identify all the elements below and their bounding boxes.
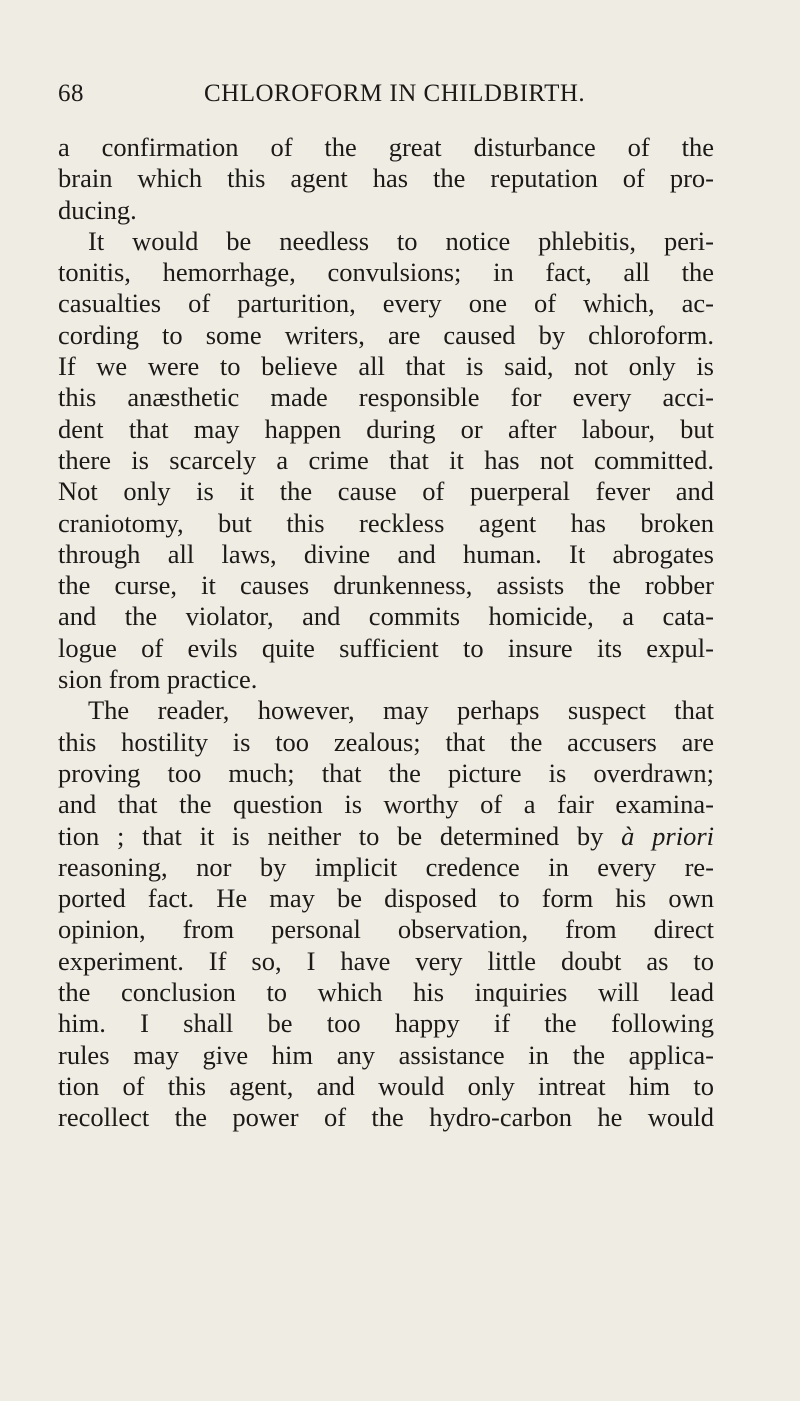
text-line-content: this hostility is too zealous; that the accusers are — [58, 726, 714, 757]
text-line — [58, 195, 714, 226]
text-line — [58, 382, 714, 413]
text-line-content: recollect the power of the hydro-carbon he would — [58, 1102, 714, 1133]
text-line-content: experiment. If so, I have very little doubt as to — [58, 945, 714, 976]
text-line — [58, 946, 714, 977]
text-line — [58, 445, 714, 476]
text-line — [58, 601, 714, 632]
text-line-content: proving too much; that the picture is overdrawn; — [58, 757, 714, 788]
text-line-content: ducing. — [58, 194, 137, 225]
text-line-content: cording to some writers, are caused by chloroform. — [58, 319, 714, 350]
text-line — [58, 414, 714, 445]
text-line — [58, 132, 714, 163]
text-line-content: The reader, however, may perhaps suspect that — [88, 695, 714, 726]
running-title: CHLOROFORM IN CHILDBIRTH. — [204, 80, 586, 107]
text-line-content: tion of this agent, and would only intreat him to — [58, 1070, 714, 1101]
text-line — [58, 664, 714, 695]
body-text — [58, 132, 714, 1134]
text-line — [58, 727, 714, 758]
text-line-content: It would be needless to notice phlebitis, peri- — [88, 225, 714, 256]
text-line-content: Not only is it the cause of puerperal fever and — [58, 476, 714, 507]
text-line-content: tonitis, hemorrhage, convulsions; in fact, all the — [58, 257, 714, 288]
text-line — [58, 257, 714, 288]
text-line-content: him. I shall be too happy if the following — [58, 1008, 714, 1039]
text-line-content: through all laws, divine and human. It abrogates — [58, 538, 714, 569]
text-line-content: brain which this agent has the reputation of pro- — [58, 163, 714, 194]
text-line-content: a confirmation of the great disturbance of the — [58, 132, 714, 162]
text-line — [58, 288, 714, 319]
text-line — [58, 758, 714, 789]
text-line — [58, 508, 714, 539]
text-line-content: rules may give him any assistance in the applica- — [58, 1039, 714, 1070]
text-line — [58, 1102, 714, 1133]
text-line-content: there is scarcely a crime that it has not committed. — [58, 444, 714, 475]
text-line — [58, 883, 714, 914]
page-header — [58, 80, 714, 114]
text-line-content: the curse, it causes drunkenness, assists the robber — [58, 570, 714, 601]
text-line-content: craniotomy, but this reckless agent has broken — [58, 507, 714, 538]
text-line-content: and the violator, and commits homicide, a cata- — [58, 601, 714, 632]
page-number: 68 — [58, 80, 84, 107]
text-line — [58, 1040, 714, 1071]
text-line — [58, 163, 714, 194]
text-line-content: and that the question is worthy of a fair examina- — [58, 789, 714, 820]
text-line — [58, 789, 714, 820]
text-line-content: tion ; that it is neither to be determined by — [58, 820, 622, 851]
text-line — [58, 977, 714, 1008]
text-line — [58, 539, 714, 570]
text-line — [58, 695, 714, 726]
text-line-content: opinion, from personal observation, from direct — [58, 914, 714, 945]
text-line-content: casualties of parturition, every one of which, ac- — [58, 288, 714, 319]
text-line — [58, 320, 714, 351]
text-line — [58, 351, 714, 382]
text-line-content: sion from practice. — [58, 664, 258, 695]
text-line — [58, 633, 714, 664]
text-line — [58, 1071, 714, 1102]
text-line — [58, 1008, 714, 1039]
text-line-content: this anæsthetic made responsible for every acci- — [58, 382, 714, 413]
text-line — [58, 570, 714, 601]
text-line-content: dent that may happen during or after labour, but — [58, 413, 714, 444]
text-line — [58, 821, 714, 852]
text-line-content: If we were to believe all that is said, not only is — [58, 351, 714, 382]
text-line — [58, 852, 714, 883]
text-line — [58, 476, 714, 507]
text-line — [58, 914, 714, 945]
text-line-content: reasoning, nor by implicit credence in every re- — [58, 851, 714, 882]
text-line — [58, 226, 714, 257]
text-line-content: ported fact. He may be disposed to form his own — [58, 883, 714, 914]
italic-phrase: à priori — [621, 820, 714, 851]
text-line-content: logue of evils quite sufficient to insure its expul- — [58, 632, 714, 663]
text-line-content: the conclusion to which his inquiries will lead — [58, 977, 714, 1008]
